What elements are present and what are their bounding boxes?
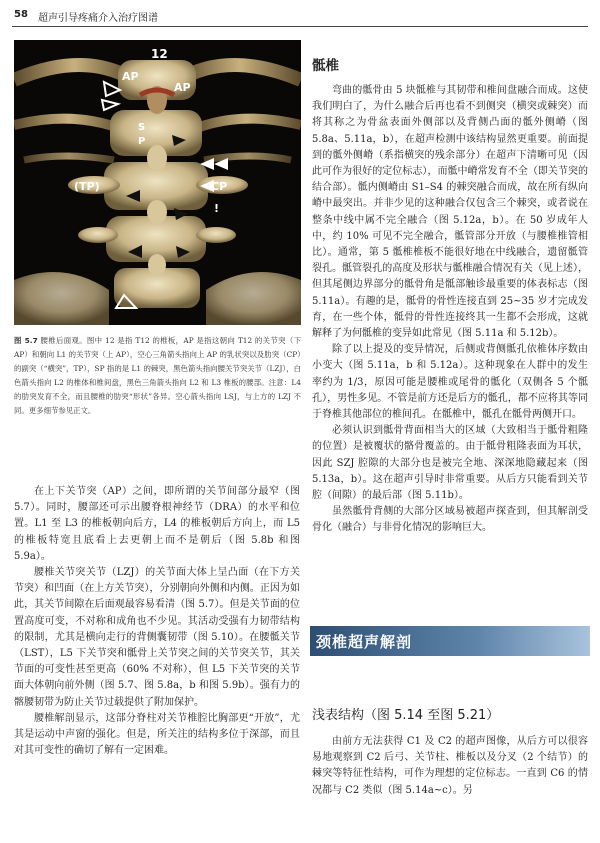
figure-caption-text: 腰椎后面观。图中 12 是指 T12 的椎板，AP 是指这朝向 T12 的关节突（下 AP）和朝向 L1 的关节突（上 AP），空心三角箭头指向上 AP 的乳状突以及肋突（CP）的副突（“横突”，TP），SP 指的是 L1 的棘突，黑色箭头指向腰关节突关节（LZJ），白色箭头指向 L2 的椎体和椎间盘，黑色三角箭头指向 L2 和 L3 椎板的腰部。注意：L4 的肋突发育不全，而且腰椎的肋突“形状”各异。空心箭头指向 LSJ，与上方的 LZJ 不同。更多细节参见正文。 [14, 336, 301, 415]
label-t12: 12 [151, 47, 168, 61]
label-ap-right: AP [174, 81, 191, 94]
header-rule [12, 26, 588, 27]
right-paragraph-3: 必须认识到骶骨背面相当大的区域（大致相当于骶骨粗隆的位置）是被覆状的骼骨覆盖的。由于骶骨粗隆表面为耳状，因此 SZJ 腔隙的大部分也是被完全地、深深地隐藏起来（图 5.13a，b）。这在超声引导时非常重要。从后方只能看到关节腔（间隙）的最后部（图 5.11b）。 [312, 425, 588, 502]
book-title: 超声引导疼痛介入治疗图谱 [38, 13, 158, 24]
label-p: P [138, 136, 146, 147]
right-paragraph-1: 弯曲的骶骨由 5 块骶椎与其韧带和椎间盘融合而成。这使我们明白了，为什么融合后再也看不到侧突（横突或棘突）而将其称之为骨盆表面外侧部以及背侧凸面的骶外侧嵴（图 5.8a、5.11a，b），在超声检测中该结构显然更重要。前面提到的骶外侧嵴（系指横突的残余部分）在超声下清晰可见（因此可作为很好的定位标志），而骶中嵴常发育不全（即关节突的结合部）。骶内侧嵴由 S1–S4 的棘突融合而成，故在所有纵向嵴中最突出。并非少见的这种融合仅包含三个棘突，或者说在整条中线中属不完全融合（图 5.12a，b）。在 50 岁成年人中，约 10% 可见不完全融合，骶管部分开放（与腰椎椎管相比）。通常，第 5 骶椎椎板不能很好地在中线融合，遗留骶管裂孔。骶管裂孔的高度及形状与骶椎融合情况有关（见上述），但其尾侧边界部分的骶骨角是骶部触诊最重要的体表标志（图 5.11a）。有趣的是，骶骨的骨性连接直到 25~35 岁才完成发育，在一些个体，骶骨的骨性连接终其一生都不会形成，这就解释了为何骶椎的变异如此常见（图 5.11a 和 5.12b）。 [312, 85, 588, 340]
right-sub-paragraph-1: 由前方无法获得 C1 及 C2 的超声图像，从后方可以很容易地观察到 C2 后弓、关节柱、椎板以及分叉（2 个结节）的棘突等特征性结构，可作为理想的定位标志。一直到 C6 的情况都与 C2 类似（图 5.14a~c）。另 [312, 736, 588, 796]
figure-caption-label: 图 5.7 [14, 336, 38, 345]
spine-illustration [14, 40, 301, 325]
left-paragraph-2: 腰椎关节突关节（LZJ）的关节面大体上呈凸面（在下方关节突）和凹面（在上方关节突），分别朝向外侧和内侧。正因为如此，其关节间隙在后面观最容易看清（图 5.7）。但是关节面的位置高度可变，不对称和成角也不少见。其活动受强有力韧带结构的限制，尤其是横向走行的背侧囊韧带（图 5.10）。在腰骶关节（LST），L5 下关节突和骶骨上关节突之间的关节突关节，其关节面的可变性甚至更高（60% 不对称），但 L5 下关节突的关节面大体朝向前外侧（图 5.7、图 5.8a，b 和图 5.9b）。强有力的髂腰韧带为防止关节过载提供了附加保护。 [14, 567, 300, 708]
label-tp: (TP) [74, 180, 100, 193]
left-paragraph-3: 腰椎解剖显示，这部分脊柱对关节椎腔比胸部更“开放”，尤其是运动中声窗的强化。但是，所关注的结构多位于深部，而且对其可变性的确切了解有一定困难。 [14, 712, 300, 757]
lumbar-spine-photo [14, 40, 301, 325]
running-header [0, 0, 600, 30]
section-heading-sacrum: 骶椎 [312, 58, 339, 74]
right-paragraph-4: 虽然骶骨背侧的大部分区域易被超声探查到，但其解剖受骨化（融合）与非骨化情况的影响巨大。 [312, 506, 588, 534]
label-ap-left: AP [122, 70, 139, 83]
chapter-banner [310, 626, 590, 656]
page-number: 58 [14, 9, 28, 20]
right-paragraph-2: 除了以上提及的变异情况，后侧或背侧骶孔依椎体序数由小变大（图 5.11a，b 和 5.12a）。这种现象在人群中的发生率约为 1/3，原因可能是腰椎或尾骨的骶化（双侧各 5 个骶孔），男性多见。不管是前方还是后方的骶孔，都不应将其等同于脊椎其他部位的椎间孔。在骶椎中，骶孔在骶骨两侧开口。 [312, 344, 588, 421]
left-paragraph-1: 在上下关节突（AP）之间，即所谓的关节间部分最窄（图 5.7）。同时，腰部还可示出腰脊根神经节（DRA）的水平和位置。L1 至 L3 的椎板朝向后方，L4 的椎板朝后方向上，而 L5 的椎板特宽且底看上去更朝上而不是朝后（图 5.8b 和图 5.9a）。 [14, 486, 300, 562]
figure-caption [14, 334, 301, 418]
left-column [14, 484, 300, 759]
right-column-lower [312, 734, 588, 799]
label-exclaim: ! [214, 202, 220, 215]
right-column [312, 83, 588, 537]
label-cp: CP [211, 180, 228, 193]
label-s: S [138, 122, 146, 133]
subheading-superficial-structures: 浅表结构（图 5.14 至图 5.21） [312, 708, 500, 723]
banner-title: 颈椎超声解剖 [316, 633, 413, 651]
